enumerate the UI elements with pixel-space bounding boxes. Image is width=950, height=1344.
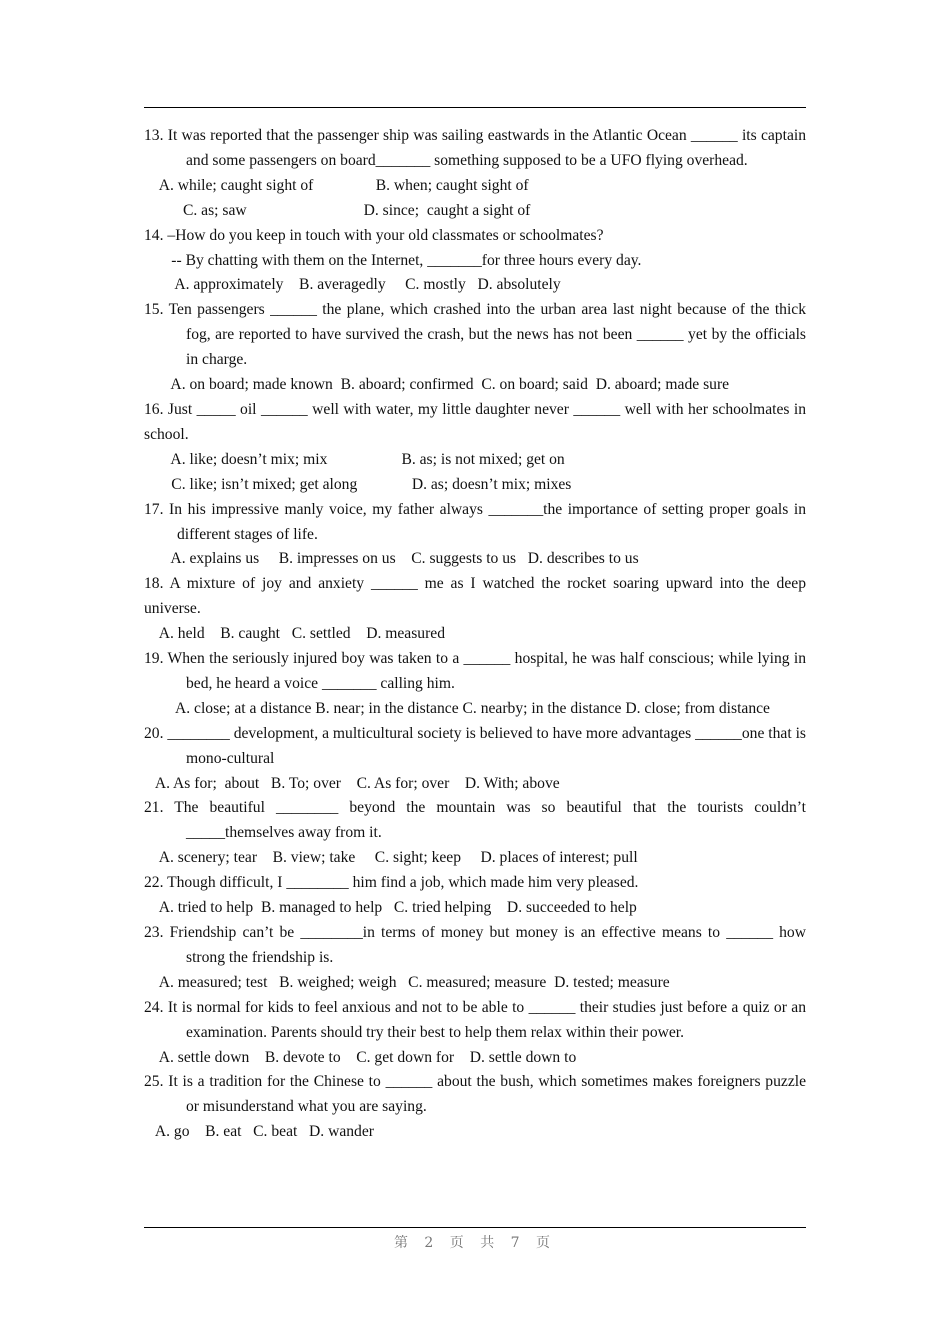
question-stem: 25. It is a tradition for the Chinese to ______ about the bush, which sometimes makes foreigners puzzle or misunderstand what you are saying. <box>144 1073 806 1116</box>
question-stem: 19. When the seriously injured boy was taken to a ______ hospital, he was half conscious; while lying in bed, he heard a voice _______ calling him. <box>144 650 806 692</box>
question-stem: 21. The beautiful ________ beyond the mountain was so beautiful that the tourists couldn’t _____themselves away from it. <box>144 799 806 842</box>
question-stem: 23. Friendship can’t be ________in terms of money but money is an effective means to ______ how strong the friendship is. <box>144 924 806 966</box>
option-row: C. like; isn’t mixed; get along D. as; doesn’t mix; mixes <box>144 475 572 493</box>
option-row: A. approximately B. averagedly C. mostly D. absolutely <box>144 276 561 294</box>
question-14 <box>144 224 806 299</box>
question-stem: 15. Ten passengers ______ the plane, which crashed into the urban area last night because of the thick fog, are reported to have survived the crash, but the news has not been ______ yet by the officials in charge. <box>144 301 806 369</box>
question-stem: 16. Just _____ oil ______ well with water, my little daughter never ______ well with her schoolmates in school. <box>144 400 806 443</box>
option-row: A. As for; about B. To; over C. As for; over D. With; above <box>144 774 560 792</box>
question-15 <box>144 298 806 398</box>
question-stem: 18. A mixture of joy and anxiety ______ me as I watched the rocket soaring upward into the deep universe. <box>144 575 806 618</box>
header-rule <box>144 107 806 108</box>
question-18 <box>144 572 806 647</box>
question-23 <box>144 921 806 996</box>
question-stem: 14. –How do you keep in touch with your old classmates or schoolmates? <box>144 226 604 244</box>
question-stem: 13. It was reported that the passenger ship was sailing eastwards in the Atlantic Ocean ______ its captain and some passengers on board_______ something supposed to be a UFO flying overhead. <box>144 127 806 169</box>
option-row: A. measured; test B. weighed; weigh C. measured; measure D. tested; measure <box>144 973 670 991</box>
option-row: C. as; saw D. since; caught a sight of <box>144 201 531 219</box>
option-row: A. held B. caught C. settled D. measured <box>144 625 445 643</box>
option-row: A. scenery; tear B. view; take C. sight; keep D. places of interest; pull <box>144 849 638 867</box>
question-21 <box>144 796 806 871</box>
option-row: A. like; doesn’t mix; mix B. as; is not mixed; get on <box>144 450 565 468</box>
question-reply: -- By chatting with them on the Internet, _______for three hours every day. <box>144 251 642 269</box>
option-row: A. settle down B. devote to C. get down for D. settle down to <box>144 1048 577 1066</box>
question-stem: 20. ________ development, a multicultural society is believed to have more advantages ______one that is mono-cultural <box>144 724 806 767</box>
question-stem: 22. Though difficult, I ________ him find a job, which made him very pleased. <box>144 874 639 892</box>
option-row: A. explains us B. impresses on us C. suggests to us D. describes to us <box>144 550 639 568</box>
question-stem: 17. In his impressive manly voice, my father always _______the importance of setting proper goals in different stages of life. <box>144 500 806 543</box>
footer-rule <box>144 1227 806 1228</box>
question-22 <box>144 871 806 921</box>
option-row: A. close; at a distance B. near; in the distance C. nearby; in the distance D. close; from distance <box>175 699 770 717</box>
question-16 <box>144 398 806 498</box>
option-row: A. on board; made known B. aboard; confirmed C. on board; said D. aboard; made sure <box>144 376 730 394</box>
question-stem: 24. It is normal for kids to feel anxious and not to be able to ______ their studies just before a quiz or an examination. Parents should try their best to help them relax within their power. <box>144 998 806 1041</box>
option-row: A. go B. eat C. beat D. wander <box>144 1123 374 1141</box>
option-row: A. while; caught sight of B. when; caught sight of <box>144 176 529 194</box>
question-17 <box>144 498 806 573</box>
question-20 <box>144 722 806 797</box>
question-19 <box>144 647 806 722</box>
question-13 <box>144 124 806 224</box>
question-25 <box>144 1070 806 1145</box>
page-number: 第 2 页 共 7 页 <box>393 1235 557 1251</box>
option-row: A. tried to help B. managed to help C. tried helping D. succeeded to help <box>144 899 637 917</box>
question-list <box>144 124 806 1145</box>
question-24 <box>144 996 806 1071</box>
